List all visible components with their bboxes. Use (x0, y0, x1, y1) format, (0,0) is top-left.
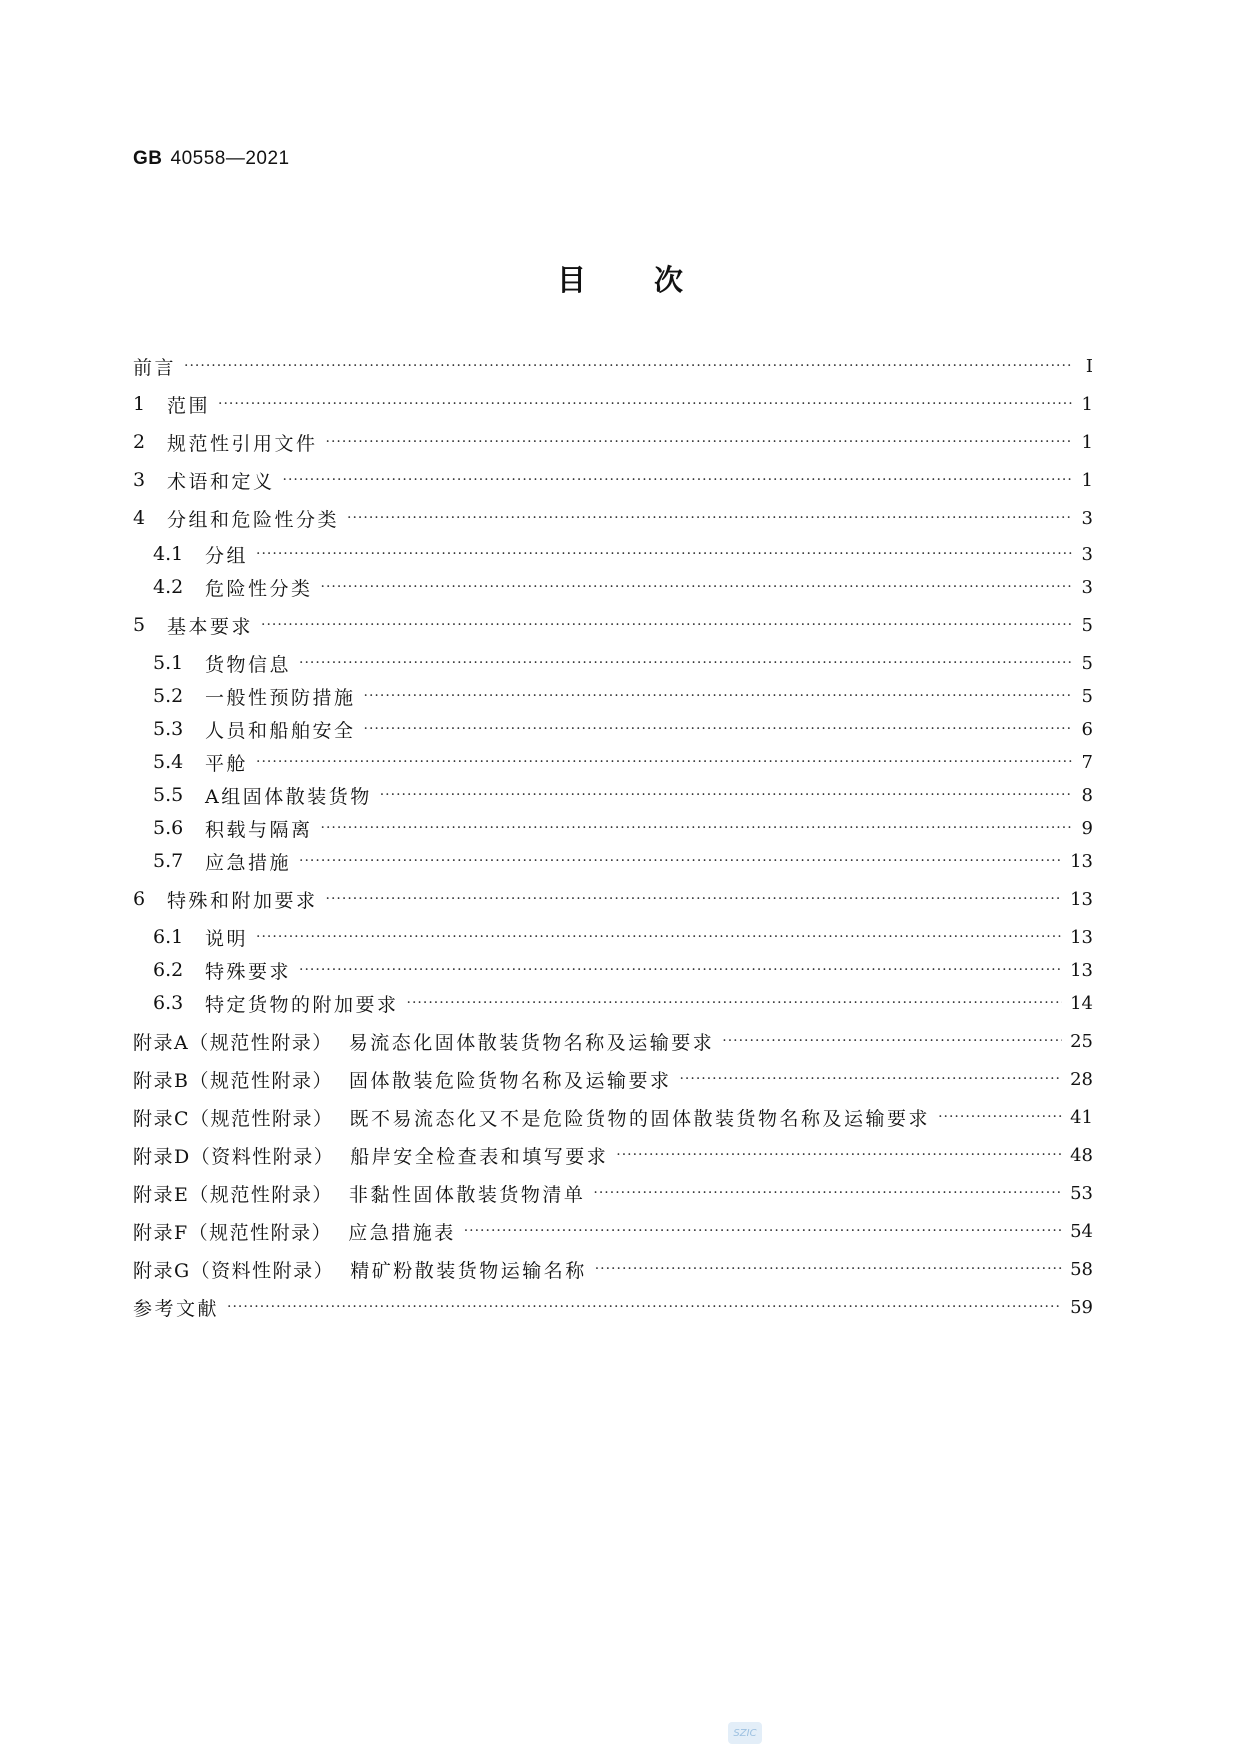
toc-entry-appendix-f[interactable] (133, 1216, 1093, 1246)
toc-page: 1 (1081, 469, 1093, 491)
toc-label: 既不易流态化又不是危险货物的固体散装货物名称及运输要求 (349, 1107, 931, 1130)
toc-entry-5-3[interactable] (133, 714, 1093, 744)
dot-leader (679, 1071, 1062, 1087)
toc-label: 规范性引用文件 (167, 432, 318, 455)
watermark-logo: SZIC (728, 1722, 762, 1744)
toc-page: 3 (1081, 543, 1093, 565)
toc-label: 一般性预防措施 (205, 686, 356, 709)
toc-label: 分组 (205, 544, 249, 567)
toc-label: 平舱 (205, 752, 249, 775)
toc-label: 固体散装危险货物名称及运输要求 (348, 1069, 672, 1092)
toc-label: 非黏性固体散装货物清单 (348, 1183, 586, 1206)
toc-entry-2[interactable] (133, 427, 1093, 457)
appendix-tag: 附录C（规范性附录） (133, 1107, 334, 1130)
toc-page: 54 (1070, 1220, 1093, 1242)
toc-entry-references[interactable] (133, 1292, 1093, 1322)
toc-label: 分组和危险性分类 (167, 508, 340, 531)
appendix-tag: 附录B（规范性附录） (133, 1069, 333, 1092)
toc-page: 13 (1070, 926, 1093, 948)
toc-entry-appendix-e[interactable] (133, 1178, 1093, 1208)
toc-number: 6 (133, 888, 146, 910)
toc-number: 5.3 (153, 718, 184, 740)
toc-entry-appendix-g[interactable] (133, 1254, 1093, 1284)
toc-page: 25 (1070, 1030, 1093, 1052)
toc-page: 28 (1070, 1068, 1093, 1090)
toc-page: 48 (1070, 1144, 1093, 1166)
toc-label: 前言 (133, 356, 177, 379)
toc-page: 58 (1070, 1258, 1093, 1280)
dot-leader (938, 1109, 1062, 1125)
toc-page: 41 (1070, 1106, 1093, 1128)
toc-label: 应急措施 (205, 851, 292, 874)
dot-leader (326, 891, 1063, 907)
toc-page: 3 (1081, 507, 1093, 529)
dot-leader (299, 962, 1062, 978)
toc-page: 14 (1070, 992, 1093, 1014)
toc-entry-appendix-d[interactable] (133, 1140, 1093, 1170)
dot-leader (595, 1261, 1062, 1277)
dot-leader (256, 754, 1073, 770)
toc-entry-4-2[interactable] (133, 572, 1093, 602)
dot-leader (364, 688, 1073, 704)
toc-label: 人员和船舶安全 (205, 719, 356, 742)
toc-entry-6-1[interactable] (133, 922, 1093, 952)
toc-label: 精矿粉散装货物运输名称 (350, 1259, 587, 1282)
standard-prefix: GB (133, 148, 163, 169)
dot-leader (283, 472, 1073, 488)
toc-label: 说明 (205, 927, 249, 950)
toc-label: 特殊和附加要求 (167, 889, 318, 912)
toc-number: 3 (133, 469, 146, 491)
toc-entry-5-6[interactable] (133, 813, 1093, 843)
toc-label: 易流态化固体散装货物名称及运输要求 (348, 1031, 715, 1054)
toc-number: 2 (133, 431, 146, 453)
appendix-tag: 附录A（规范性附录） (133, 1031, 333, 1054)
appendix-tag: 附录G（资料性附录） (133, 1259, 335, 1282)
dot-leader (321, 579, 1073, 595)
standard-code (133, 148, 290, 170)
dot-leader (464, 1223, 1062, 1239)
dot-leader (299, 655, 1073, 671)
toc-number: 5.7 (153, 850, 184, 872)
toc-entry-4-1[interactable] (133, 539, 1093, 569)
toc-entry-5-4[interactable] (133, 747, 1093, 777)
toc-number: 5.4 (153, 751, 184, 773)
toc-entry-preface[interactable] (133, 351, 1093, 381)
dot-leader (218, 396, 1073, 412)
toc-number: 4.1 (153, 543, 184, 565)
toc-number: 4.2 (153, 576, 184, 598)
toc-page: 5 (1081, 652, 1093, 674)
toc-number: 6.2 (153, 959, 184, 981)
toc-label: 应急措施表 (348, 1221, 456, 1244)
toc-entry-5-1[interactable] (133, 648, 1093, 678)
dot-leader (227, 1299, 1062, 1315)
toc-label: 术语和定义 (167, 470, 275, 493)
appendix-tag: 附录F（规范性附录） (133, 1221, 333, 1244)
dot-leader (722, 1033, 1062, 1049)
toc-entry-4[interactable] (133, 503, 1093, 533)
toc-page: 1 (1081, 393, 1093, 415)
dot-leader (261, 617, 1073, 633)
toc-page: 5 (1081, 685, 1093, 707)
toc-number: 5.2 (153, 685, 184, 707)
toc-page: 8 (1081, 784, 1093, 806)
toc-page: 53 (1070, 1182, 1093, 1204)
toc-entry-6[interactable] (133, 884, 1093, 914)
dot-leader (347, 510, 1073, 526)
toc-page: 1 (1081, 431, 1093, 453)
toc-page: 7 (1081, 751, 1093, 773)
toc-page: 13 (1070, 959, 1093, 981)
standard-number: 40558—2021 (170, 148, 290, 169)
toc-page: 59 (1070, 1296, 1093, 1318)
toc-label: 基本要求 (167, 615, 254, 638)
page-title (0, 258, 1240, 299)
toc-number: 5.1 (153, 652, 184, 674)
toc-entry-appendix-b[interactable] (133, 1064, 1093, 1094)
toc-number: 6.3 (153, 992, 184, 1014)
toc-label: 范围 (167, 394, 211, 417)
dot-leader (256, 929, 1062, 945)
toc-entry-6-3[interactable] (133, 988, 1093, 1018)
toc-number: 6.1 (153, 926, 184, 948)
dot-leader (364, 721, 1073, 737)
toc-entry-6-2[interactable] (133, 955, 1093, 985)
dot-leader (616, 1147, 1062, 1163)
toc-entry-5-7[interactable] (133, 846, 1093, 876)
title-char-1: 目 (556, 263, 586, 297)
dot-leader (256, 546, 1073, 562)
toc-label: 货物信息 (205, 653, 292, 676)
toc-entry-5-5[interactable] (133, 780, 1093, 810)
title-char-2: 次 (654, 263, 684, 297)
toc-entry-appendix-c[interactable] (133, 1102, 1093, 1132)
toc-number: 4 (133, 507, 146, 529)
toc-entry-appendix-a[interactable] (133, 1026, 1093, 1056)
toc-label: A组固体散装货物 (205, 785, 372, 808)
toc-entry-5-2[interactable] (133, 681, 1093, 711)
toc-label: 特殊要求 (205, 960, 292, 983)
toc-label: 参考文献 (133, 1297, 220, 1320)
toc-page: 3 (1081, 576, 1093, 598)
toc-entry-5[interactable] (133, 610, 1093, 640)
appendix-tag: 附录E（规范性附录） (133, 1183, 333, 1206)
dot-leader (299, 853, 1062, 869)
toc-number: 5.5 (153, 784, 184, 806)
dot-leader (184, 358, 1073, 374)
toc-page: 13 (1070, 888, 1093, 910)
appendix-tag: 附录D（资料性附录） (133, 1145, 335, 1168)
dot-leader (380, 787, 1073, 803)
toc-page: 13 (1070, 850, 1093, 872)
dot-leader (326, 434, 1073, 450)
toc-entry-1[interactable] (133, 389, 1093, 419)
toc-number: 1 (133, 393, 146, 415)
toc-entry-3[interactable] (133, 465, 1093, 495)
toc-label: 船岸安全检查表和填写要求 (350, 1145, 609, 1168)
dot-leader (321, 820, 1073, 836)
toc-number: 5.6 (153, 817, 184, 839)
toc-label: 积载与隔离 (205, 818, 313, 841)
toc-page: 9 (1081, 817, 1093, 839)
dot-leader (407, 995, 1063, 1011)
toc-label: 危险性分类 (205, 577, 313, 600)
toc-number: 5 (133, 614, 146, 636)
dot-leader (593, 1185, 1062, 1201)
toc-page: Ⅰ (1085, 355, 1093, 377)
toc-label: 特定货物的附加要求 (205, 993, 399, 1016)
toc-page: 5 (1081, 614, 1093, 636)
toc-page: 6 (1081, 718, 1093, 740)
